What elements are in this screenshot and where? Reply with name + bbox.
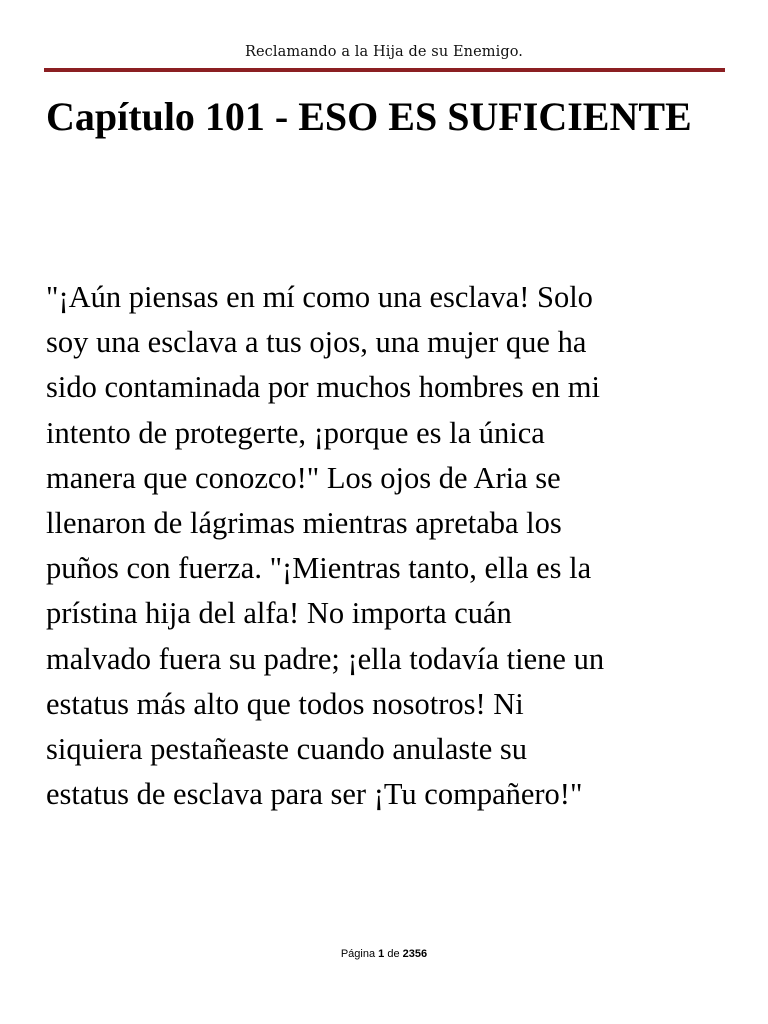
page-separator: de [387, 948, 400, 960]
chapter-title: Capítulo 101 - ESO ES SUFICIENTE [46, 94, 692, 139]
current-page-number: 1 [378, 948, 385, 960]
page-number-footer [0, 948, 768, 960]
running-header: Reclamando a la Hija de su Enemigo. [244, 44, 524, 60]
body-line: soy una esclava a tus ojos, una mujer que ha [46, 325, 587, 360]
body-line: "¡Aún piensas en mí como una esclava! Solo [46, 280, 593, 314]
body-line: puños con fuerza. "¡Mientras tanto, ella es la [46, 551, 592, 586]
body-line: intento de protegerte, ¡porque es la única [46, 415, 545, 450]
body-line: manera que conozco!" Los ojos de Aria se [46, 460, 561, 495]
chapter-body [46, 275, 736, 817]
body-line: malvado fuera su padre; ¡ella todavía tiene un [46, 641, 605, 676]
page-label: Página [340, 948, 376, 960]
body-line: prístina hija del alfa! No importa cuán [46, 596, 512, 631]
header-rule [44, 68, 725, 72]
body-line: estatus más alto que todos nosotros! Ni [46, 686, 524, 721]
total-pages-number: 2356 [402, 948, 428, 960]
body-line: llenaron de lágrimas mientras apretaba los [46, 506, 562, 541]
body-line: estatus de esclava para ser ¡Tu compañero!" [46, 777, 583, 812]
body-line: siquiera pestañeaste cuando anulaste su [46, 732, 528, 767]
body-line: sido contaminada por muchos hombres en mi [46, 370, 600, 405]
